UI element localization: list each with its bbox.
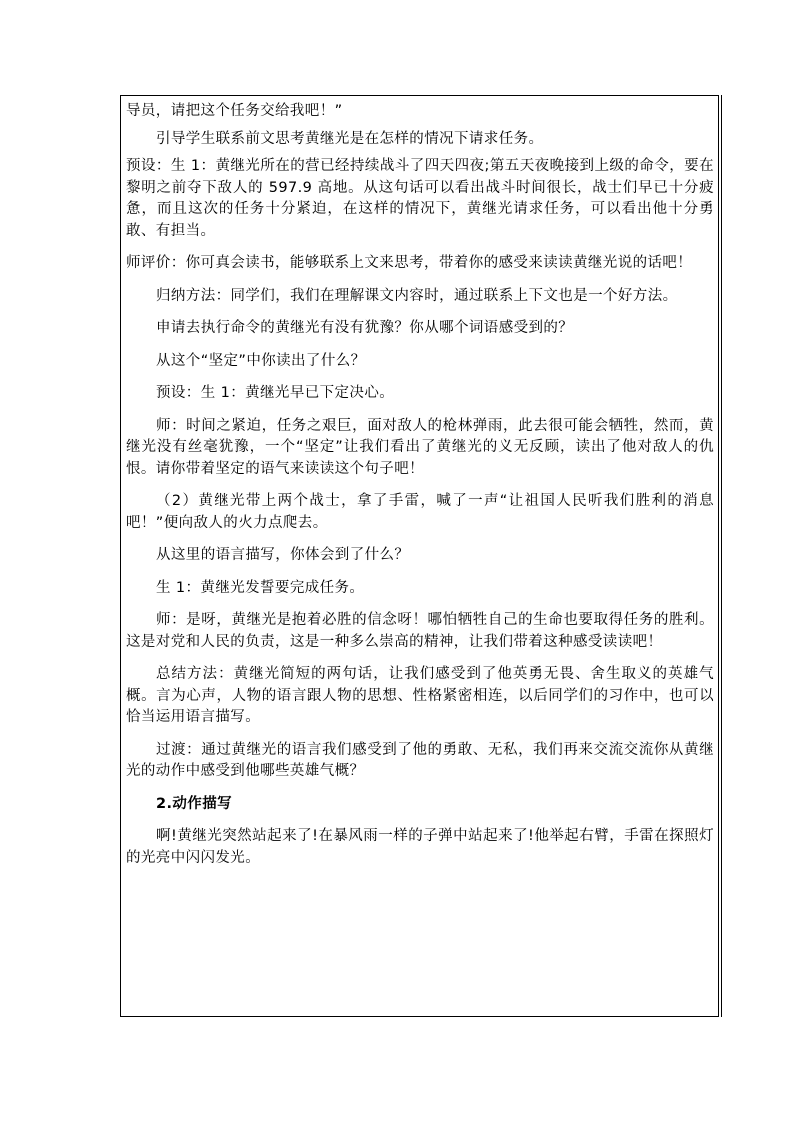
- paragraph: 师：时间之紧迫，任务之艰巨，面对敌人的枪林弹雨，此去很可能会牺牲，然而，黄继光没有丝毫犹豫，一个“坚定”让我们看出了黄继光的义无反顾，读出了他对敌人的仇恨。请你带着坚定的语气来读读这个句子吧！: [126, 417, 714, 477]
- paragraph: 从这里的语言描写，你体会到了什么？: [156, 547, 410, 563]
- paragraph: 预设：生 1：黄继光早已下定决心。: [156, 385, 395, 401]
- paragraph: 归纳方法：同学们，我们在理解课文内容时，通过联系上下文也是一个好方法。: [156, 287, 678, 304]
- paragraph: （2）黄继光带上两个战士，拿了手雷，喊了一声“让祖国人民听我们胜利的消息吧！”便向敌人的火力点爬去。: [126, 493, 714, 531]
- section-heading: 2.动作描写: [156, 795, 232, 812]
- paragraph: 导员，请把这个任务交给我吧！”: [126, 103, 343, 119]
- paragraph: 从这个“坚定”中你读出了什么？: [156, 352, 366, 369]
- paragraph: 生 1：黄继光发誓要完成任务。: [156, 579, 365, 596]
- paragraph: 总结方法：黄继光简短的两句话，让我们感受到了他英勇无畏、舍生取义的英雄气概。言为心声，人物的语言跟人物的思想、性格紧密相连，以后同学们的习作中，也可以恰当运用语言描写。: [126, 666, 714, 725]
- paragraph: 啊!黄继光突然站起来了!在暴风雨一样的子弹中站起来了!他举起右臂，手雷在探照灯的光亮中闪闪发光。: [126, 828, 714, 866]
- paragraph: 师：是呀，黄继光是抱着必胜的信念呀！哪怕牺牲自己的生命也要取得任务的胜利。这是对党和人民的负责，这是一种多么崇高的精神，让我们带着这种感受读读吧！: [126, 612, 714, 650]
- paragraph: 过渡：通过黄继光的语言我们感受到了他的勇敢、无私，我们再来交流交流你从黄继光的动作中感受到他哪些英雄气概？: [126, 741, 714, 779]
- paragraph: 引导学生联系前文思考黄继光是在怎样的情况下请求任务。: [156, 130, 544, 147]
- table-right-border: [721, 95, 722, 1017]
- paragraph: 预设：生 1：黄继光所在的营已经持续战斗了四天四夜;第五天夜晚接到上级的命令，要在黎明之前夺下敌人的 597.9 高地。从这句话可以看出战斗时间很长，战士们早已十分疲惫，而且这次的任务十分紧迫，在这样的情况下，黄继光请求任务，可以看出他十分勇敢、有担当。: [126, 158, 714, 239]
- lesson-content: [126, 101, 714, 869]
- paragraph: 申请去执行命令的黄继光有没有犹豫？你从哪个词语感受到的？: [156, 320, 574, 336]
- paragraph: 师评价：你可真会读书，能够联系上文来思考，带着你的感受来读读黄继光说的话吧！: [126, 255, 693, 271]
